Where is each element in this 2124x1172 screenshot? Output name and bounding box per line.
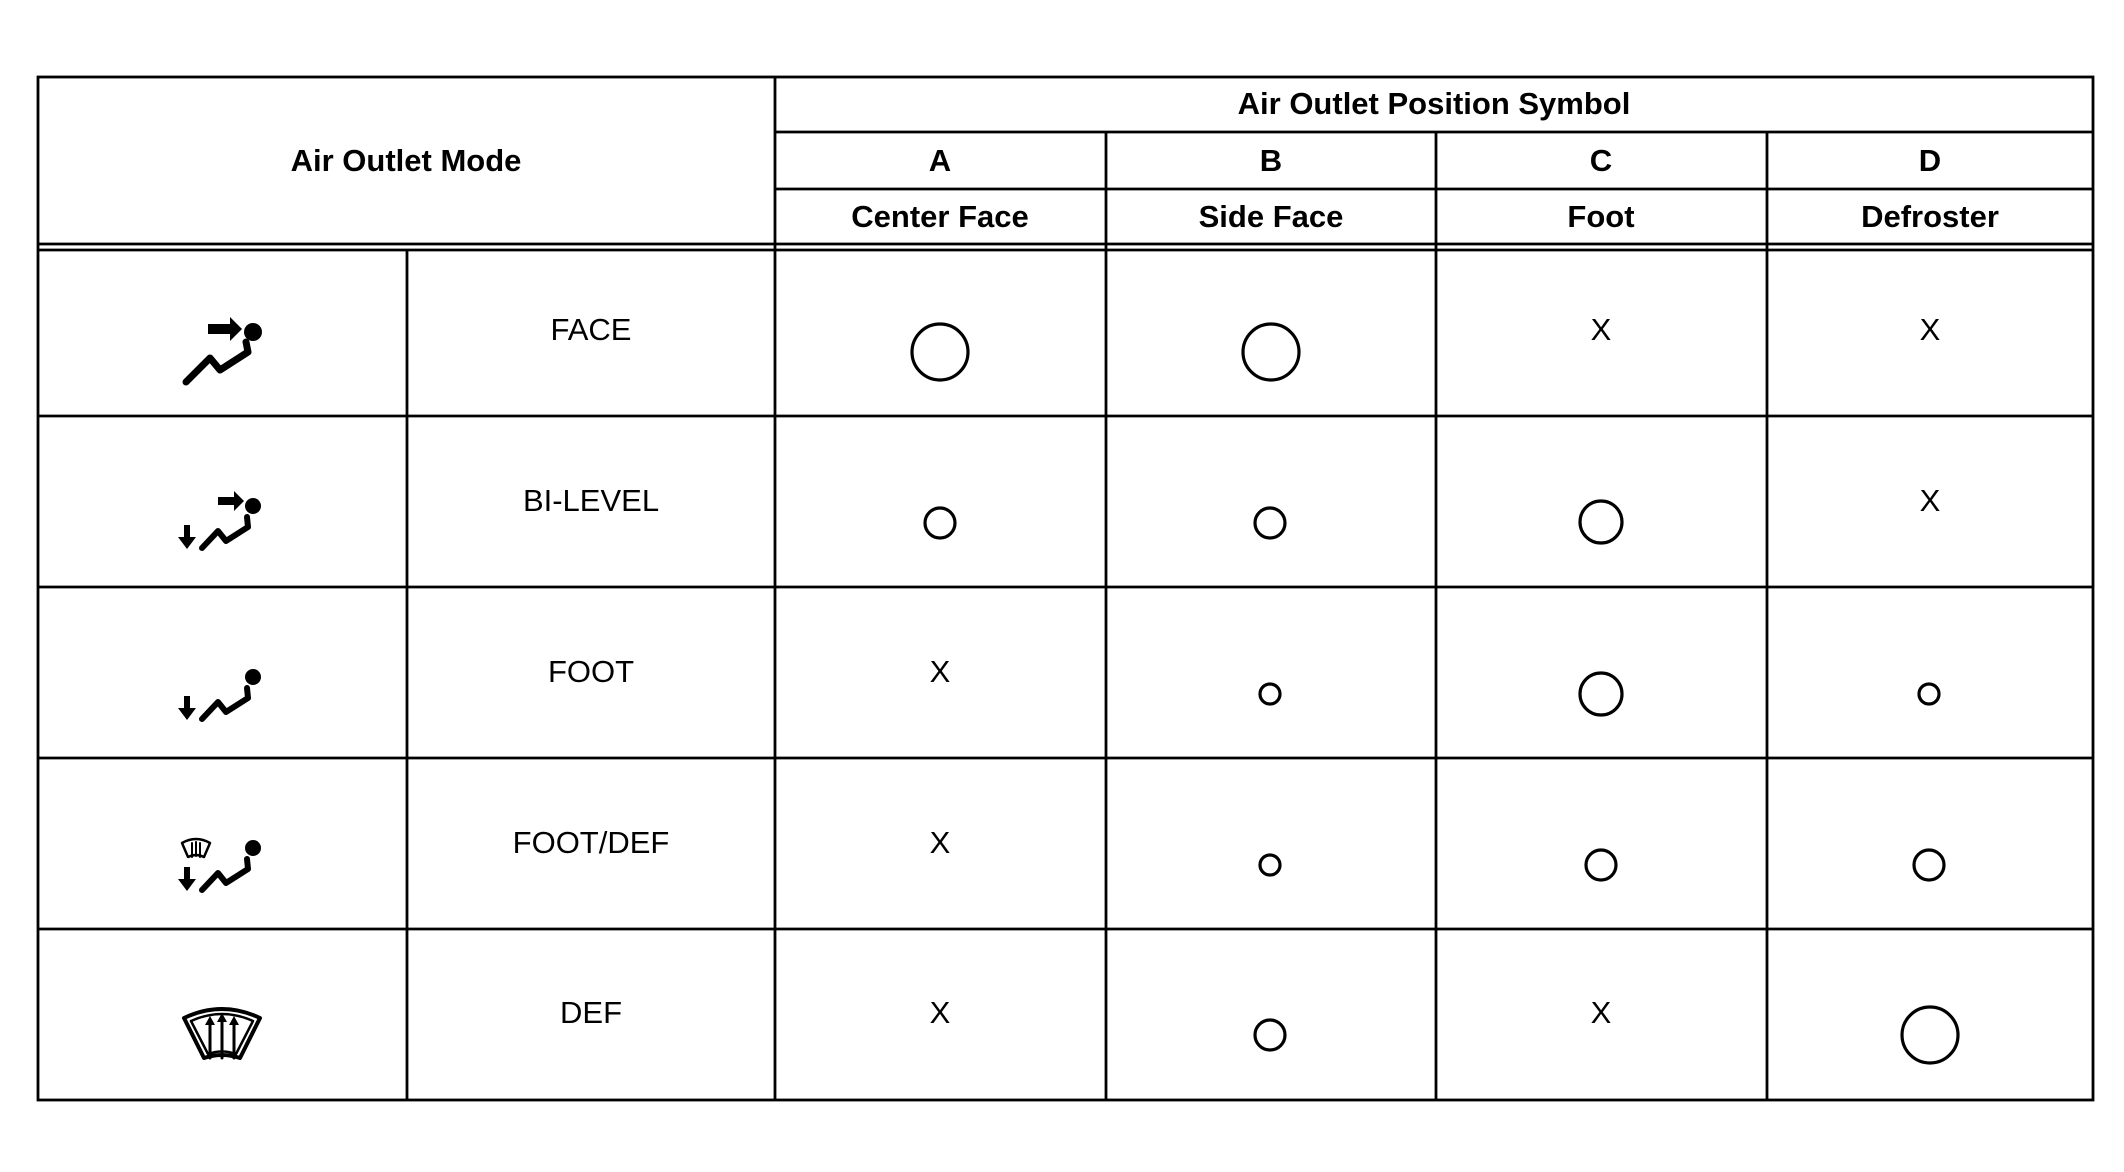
large-circle-symbol <box>912 324 968 380</box>
column-letter-b: B <box>1259 143 1283 178</box>
medium-circle-symbol <box>925 508 955 538</box>
medium-circle-symbol <box>1914 850 1944 880</box>
medium-circle-symbol <box>1255 508 1285 538</box>
air-outlet-mode-header: Air Outlet Mode <box>290 143 522 178</box>
column-name-foot: Foot <box>1567 199 1635 234</box>
x-mark-symbol: X <box>1919 312 1941 347</box>
column-letter-a: A <box>928 143 952 178</box>
column-letter-d: D <box>1918 143 1942 178</box>
column-letter-c: C <box>1589 143 1613 178</box>
medium-circle-symbol <box>1255 1020 1285 1050</box>
mode-label-foot: FOOT <box>547 654 635 689</box>
small-circle-symbol <box>1260 855 1280 875</box>
medium-circle-symbol <box>1586 850 1616 880</box>
large-circle-symbol <box>1902 1007 1958 1063</box>
large-circle-symbol <box>1580 501 1622 543</box>
column-name-defroster: Defroster <box>1861 199 1999 234</box>
column-name-center-face: Center Face <box>851 199 1029 234</box>
small-circle-symbol <box>1260 684 1280 704</box>
x-mark-symbol: X <box>929 654 951 689</box>
small-circle-symbol <box>1919 684 1939 704</box>
mode-label-foot-def: FOOT/DEF <box>512 825 670 860</box>
x-mark-symbol: X <box>929 995 951 1030</box>
table-grid <box>38 77 2093 1100</box>
large-circle-symbol <box>1580 673 1622 715</box>
air-outlet-position-header: Air Outlet Position Symbol <box>1237 86 1631 121</box>
x-mark-symbol: X <box>1590 995 1612 1030</box>
x-mark-symbol: X <box>1590 312 1612 347</box>
column-name-side-face: Side Face <box>1198 199 1344 234</box>
bi-level-mode-icon <box>178 491 261 549</box>
mode-label-def: DEF <box>560 995 622 1030</box>
def-mode-icon <box>184 1009 260 1058</box>
mode-label-face: FACE <box>550 312 632 347</box>
large-circle-symbol <box>1243 324 1299 380</box>
face-mode-icon <box>186 317 262 382</box>
foot-def-mode-icon <box>178 839 261 891</box>
mode-label-bi-level: BI-LEVEL <box>522 483 660 518</box>
foot-mode-icon <box>178 669 261 720</box>
x-mark-symbol: X <box>929 825 951 860</box>
x-mark-symbol: X <box>1919 483 1941 518</box>
